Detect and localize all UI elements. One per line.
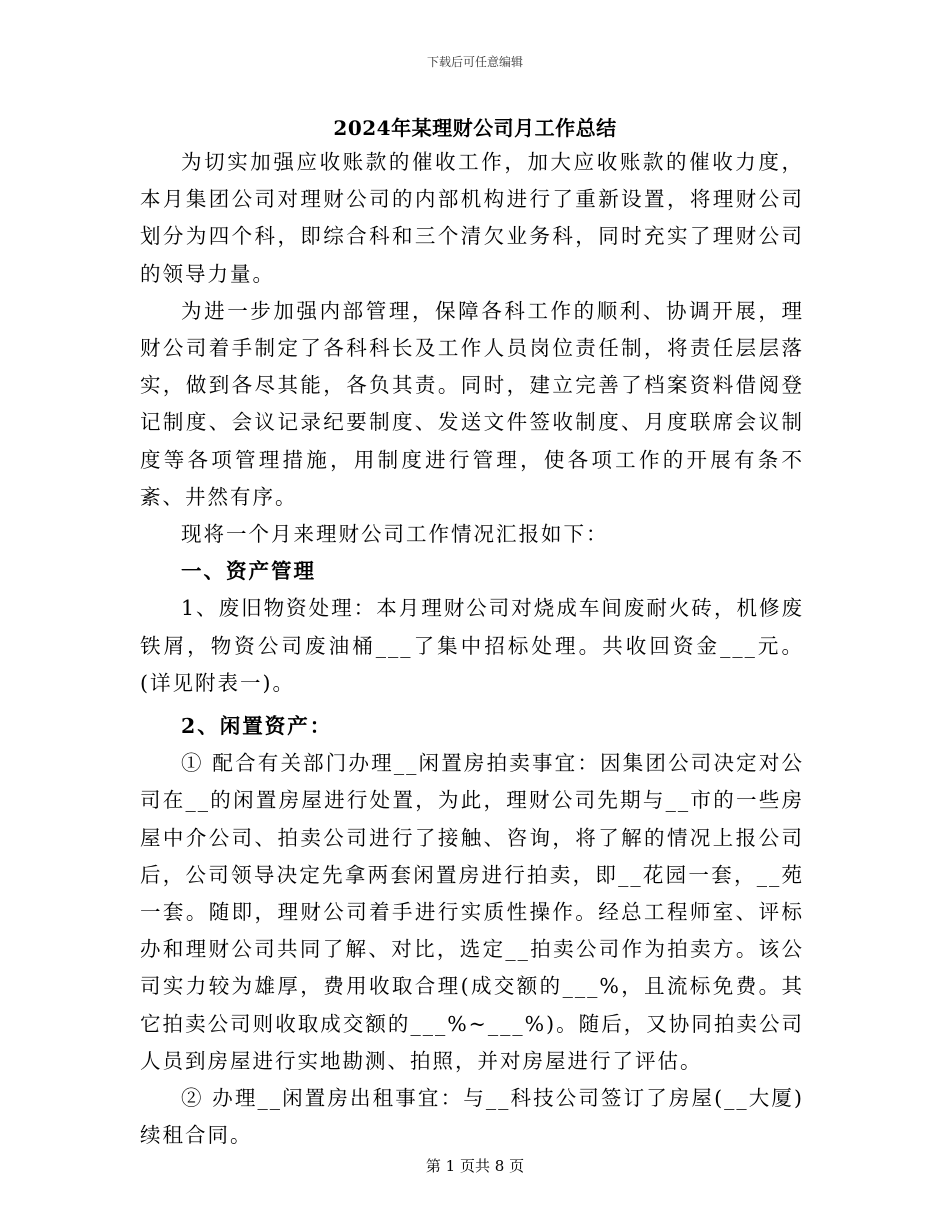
- document-body: [140, 144, 804, 1154]
- intro-paragraph-1: 为切实加强应收账款的催收工作，加大应收账款的催收力度，本月集团公司对理财公司的内部机构进行了重新设置，将理财公司划分为四个科，即综合科和三个清欠业务科，同时充实了理财公司的领导力量。: [140, 150, 804, 286]
- idle-assets-auction-paragraph: ① 配合有关部门办理__闲置房拍卖事宜：因集团公司决定对公司在__的闲置房屋进行处置，为此，理财公司先期与__市的一些房屋中介公司、拍卖公司进行了接触、咨询，将了解的情况上报公司后，公司领导决定先拿两套闲置房进行拍卖，即__花园一套，__苑一套。随即，理财公司着手进行实质性操作。经总工程师室、评标办和理财公司共同了解、对比，选定__拍卖公司作为拍卖方。该公司实力较为雄厚，费用收取合理(成交额的___%，且流标免费。其它拍卖公司则收取成交额的___%~___%)。随后，又协同拍卖公司人员到房屋进行实地勘测、拍照，并对房屋进行了评估。: [140, 751, 804, 1073]
- idle-assets-rental-paragraph: ② 办理__闲置房出租事宜：与__科技公司签订了房屋(__大厦)续租合同。: [140, 1086, 804, 1148]
- intro-paragraph-3: 现将一个月来理财公司工作情况汇报如下：: [181, 522, 609, 547]
- item-waste-materials: 1、废旧物资处理：本月理财公司对烧成车间废耐火砖，机修废铁屑，物资公司废油桶___了集中招标处理。共收回资金___元。(详见附表一)。: [140, 596, 804, 695]
- subheading-idle-assets: 2、闲置资产：: [181, 714, 333, 739]
- document-title: 2024年某理财公司月工作总结: [333, 116, 617, 140]
- intro-paragraph-2: 为进一步加强内部管理，保障各科工作的顺利、协调开展，理财公司着手制定了各科科长及工作人员岗位责任制，将责任层层落实，做到各尽其能，各负其责。同时，建立完善了档案资料借阅登记制度、会议记录纪要制度、发送文件签收制度、月度联席会议制度等各项管理措施，用制度进行管理，使各项工作的开展有条不紊、井然有序。: [140, 298, 804, 509]
- section-heading-asset-management: 一、资产管理: [181, 559, 316, 584]
- page-header-note: 下载后可任意编辑: [426, 55, 523, 69]
- page-number: 第 1 页共 8 页: [425, 1157, 525, 1175]
